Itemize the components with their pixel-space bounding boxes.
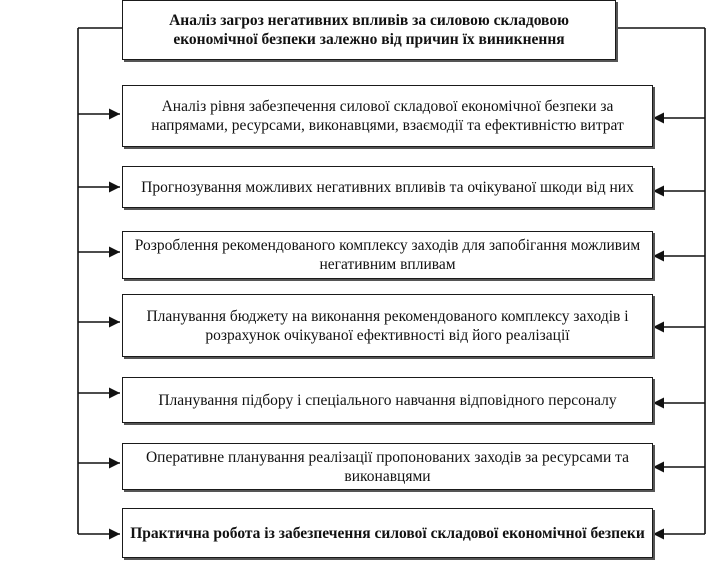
step-forecasting-text: Прогнозування можливих негативних впливів та очікуваної шкоди від них — [141, 178, 634, 196]
step-forecasting — [122, 166, 653, 208]
step-level-analysis-text: Аналіз рівня забезпечення силової складової економічної безпеки за напрямами, ресурсами, виконавцями, взаємодії та ефективністю витрат — [151, 98, 624, 134]
step-measures-development — [122, 231, 653, 279]
step-budget-planning — [122, 294, 653, 357]
step-practical-work-text: Практична робота із забезпечення силової складової економічної безпеки — [130, 524, 645, 542]
step-personnel-planning-text: Планування підбору і спеціального навчання відповідного персоналу — [158, 391, 617, 409]
step-measures-development-text: Розроблення рекомендованого комплексу заходів для запобігання можливим негативним впливам — [134, 237, 641, 273]
step-operational-planning-text: Оперативне планування реалізації пропонованих заходів за ресурсами та виконавцями — [145, 448, 630, 485]
left-connector-line — [78, 28, 122, 534]
step-budget-planning-text: Планування бюджету на виконання рекомендованого комплексу заходів і розрахунок очікуваної ефективності від його реалізації — [146, 307, 629, 344]
step-practical-work — [122, 508, 653, 558]
step-personnel-planning — [122, 377, 653, 423]
step-operational-planning — [122, 443, 653, 490]
step-level-analysis — [122, 85, 653, 147]
step-threat-analysis — [122, 0, 616, 60]
step-threat-analysis-text: Аналіз загроз негативних впливів за силовою складовою економічної безпеки залежно від причин їх виникнення — [169, 12, 569, 48]
